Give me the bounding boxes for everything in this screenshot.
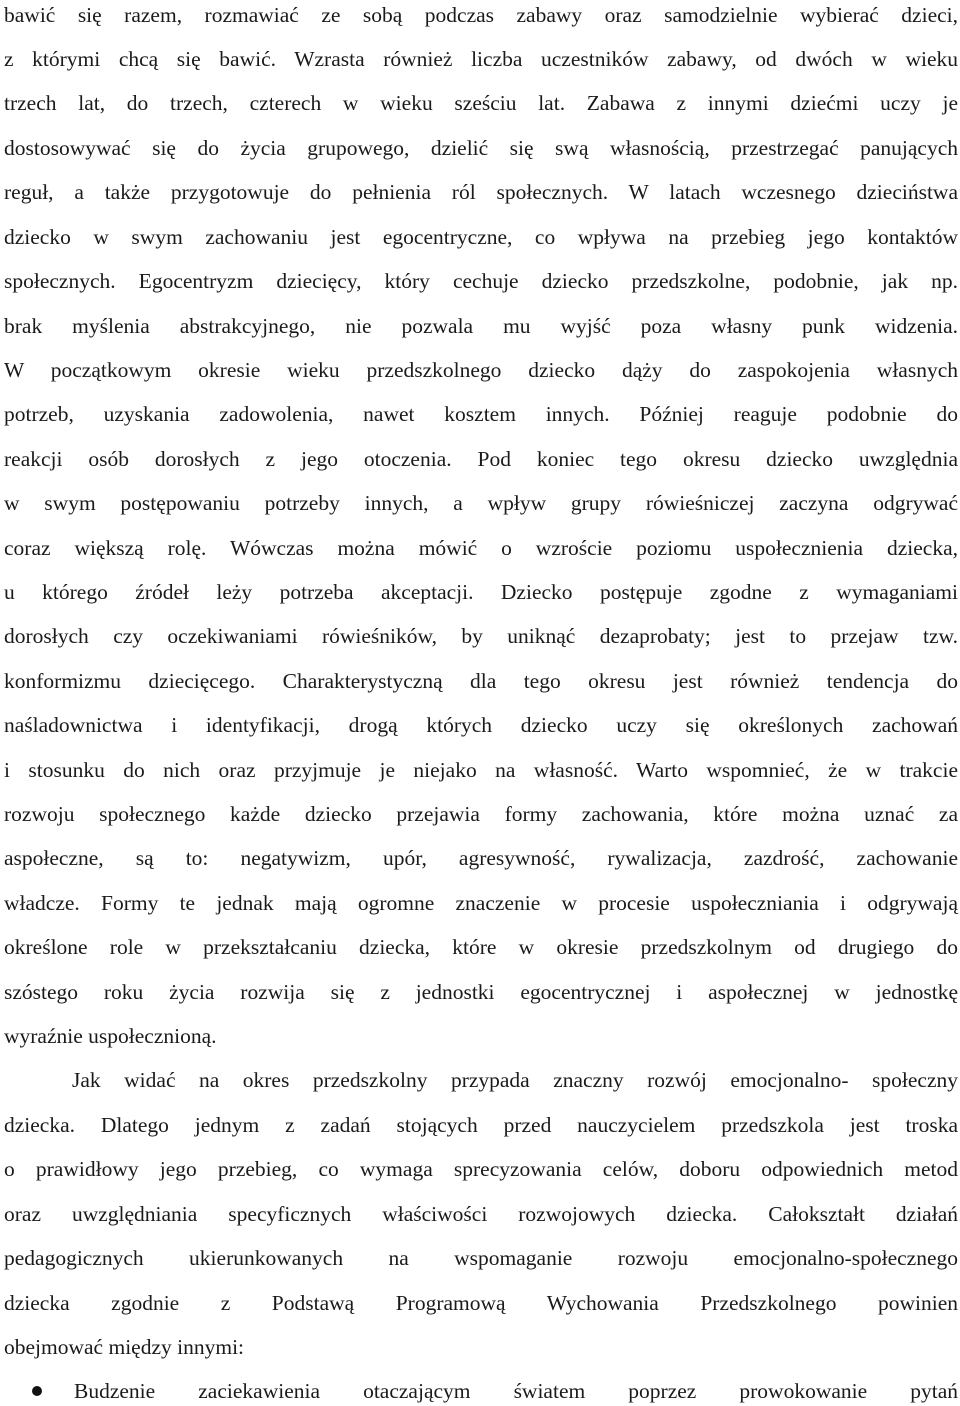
text-line: szóstego roku życia rozwija się z jednostki egocentrycznej i aspołecznej w jednostkę (4, 980, 958, 1004)
text-line: rozwoju społecznego każde dziecko przejawia formy zachowania, które można uznać za (4, 802, 958, 826)
text-line: reakcji osób dorosłych z jego otoczenia. Pod koniec tego okresu dziecko uwzględnia (4, 447, 958, 471)
text-line: obejmować między innymi: (4, 1335, 245, 1359)
bullet-icon (32, 1386, 42, 1396)
text-line: potrzeb, uzyskania zadowolenia, nawet kosztem innych. Później reaguje podobnie do (4, 402, 958, 426)
text-line: konformizmu dziecięcego. Charakterystyczną dla tego okresu jest również tendencja do (4, 669, 958, 693)
text-line: w swym postępowaniu potrzeby innych, a wpływ grupy rówieśniczej zaczyna odgrywać (4, 491, 958, 515)
text-line: aspołeczne, są to: negatywizm, upór, agresywność, rywalizacja, zazdrość, zachowanie (4, 846, 958, 870)
text-line: władcze. Formy te jednak mają ogromne znaczenie w procesie uspołeczniania i odgrywają (4, 891, 958, 915)
text-line: dostosowywać się do życia grupowego, dzielić się swą własnością, przestrzegać panujących (4, 136, 958, 160)
list-item-text: Budzenie zaciekawienia otaczającym światem poprzez prowokowanie pytań (74, 1379, 958, 1403)
text-line: pedagogicznych ukierunkowanych na wspomaganie rozwoju emocjonalno-społecznego (4, 1246, 958, 1270)
text-line: coraz większą rolę. Wówczas można mówić o wzroście poziomu uspołecznienia dziecka, (4, 536, 958, 560)
text-line: określone role w przekształcaniu dziecka, które w okresie przedszkolnym od drugiego do (4, 935, 958, 959)
text-line: oraz uwzględniania specyficznych właściwości rozwojowych dziecka. Całokształt działań (4, 1202, 958, 1226)
text-line: o prawidłowy jego przebieg, co wymaga sprecyzowania celów, doboru odpowiednich metod (4, 1157, 958, 1181)
text-line: reguł, a także przygotowuje do pełnienia ról społecznych. W latach wczesnego dzieciństwa (4, 180, 958, 204)
text-line: dziecka zgodnie z Podstawą Programową Wychowania Przedszkolnego powinien (4, 1291, 958, 1315)
text-line: u którego źródeł leży potrzeba akceptacji. Dziecko postępuje zgodne z wymaganiami (4, 580, 958, 604)
text-line: W początkowym okresie wieku przedszkolnego dziecko dąży do zaspokojenia własnych (4, 358, 958, 382)
text-line: i stosunku do nich oraz przyjmuje je niejako na własność. Warto wspomnieć, że w trakcie (4, 758, 958, 782)
text-line: trzech lat, do trzech, czterech w wieku sześciu lat. Zabawa z innymi dziećmi uczy je (4, 91, 958, 115)
text-line: społecznych. Egocentryzm dziecięcy, który cechuje dziecko przedszkolne, podobnie, jak np. (4, 269, 958, 293)
text-line: naśladownictwa i identyfikacji, drogą których dziecko uczy się określonych zachowań (4, 713, 958, 737)
text-line: dziecka. Dlatego jednym z zadań stojących przed nauczycielem przedszkola jest troska (4, 1113, 958, 1137)
text-line: brak myślenia abstrakcyjnego, nie pozwala mu wyjść poza własny punk widzenia. (4, 314, 958, 338)
text-line: z którymi chcą się bawić. Wzrasta również liczba uczestników zabawy, od dwóch w wieku (4, 47, 958, 71)
text-line: wyraźnie uspołecznioną. (4, 1024, 217, 1048)
text-line: Jak widać na okres przedszkolny przypada znaczny rozwój emocjonalno- społeczny (72, 1068, 958, 1092)
text-line: dziecko w swym zachowaniu jest egocentryczne, co wpływa na przebieg jego kontaktów (4, 225, 958, 249)
text-line: bawić się razem, rozmawiać ze sobą podczas zabawy oraz samodzielnie wybierać dzieci, (4, 3, 958, 27)
text-line: dorosłych czy oczekiwaniami rówieśników, by uniknąć dezaprobaty; jest to przejaw tzw. (4, 624, 958, 648)
